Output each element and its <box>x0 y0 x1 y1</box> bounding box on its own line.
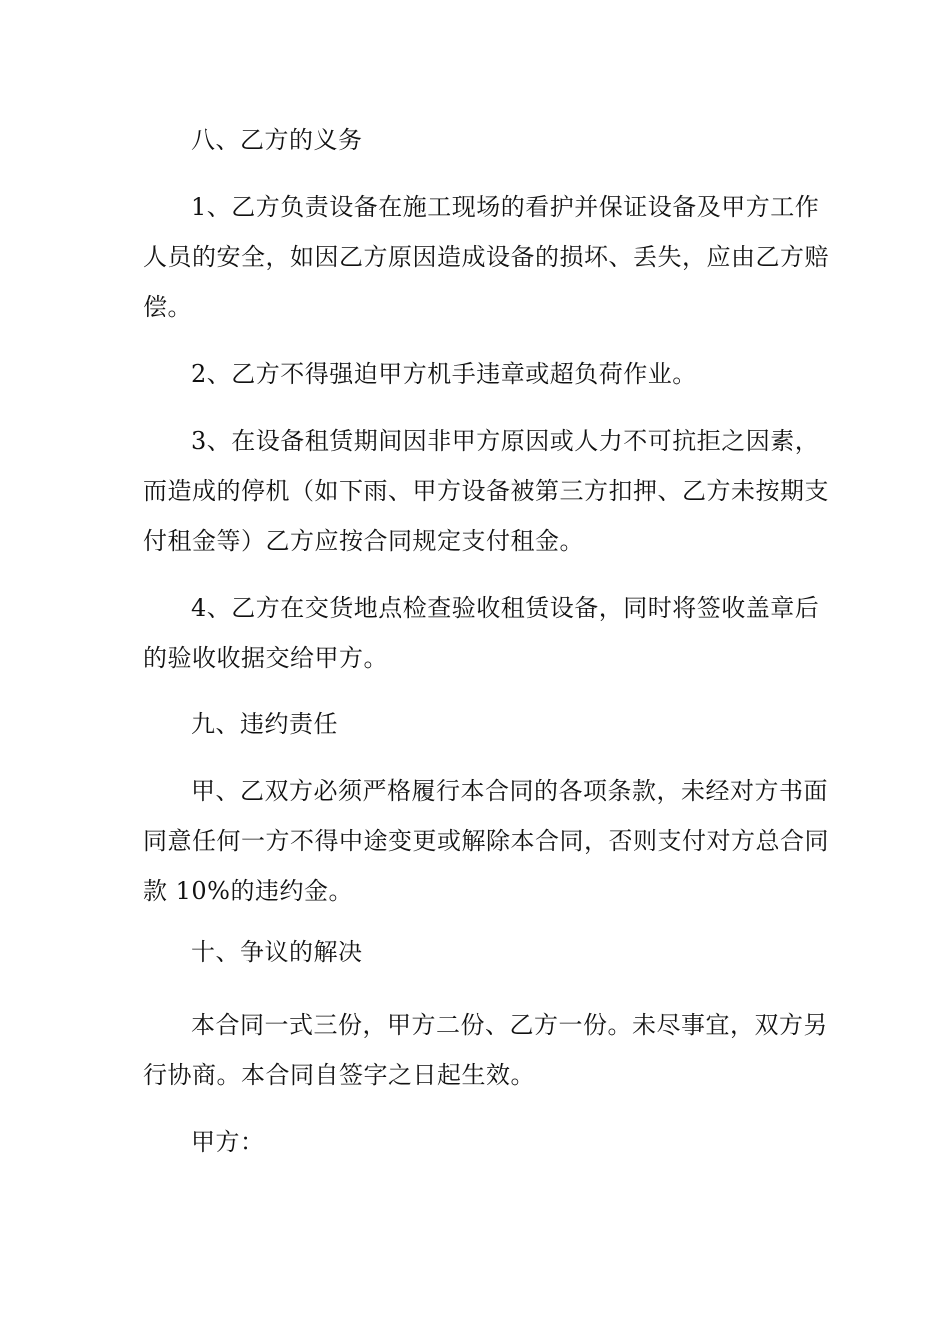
clause-3-line-2: 而造成的停机（如下雨、甲方设备被第三方扣押、乙方未按期支 <box>143 477 829 505</box>
dispute-line-1: 本合同一式三份，甲方二份、乙方一份。未尽事宜，双方另 <box>191 1011 828 1039</box>
clause-1-line-3: 偿。 <box>143 293 192 321</box>
breach-line-3: 款 10%的违约金。 <box>143 877 353 905</box>
clause-1-line-1: 1、乙方负责设备在施工现场的看护并保证设备及甲方工作 <box>191 193 820 221</box>
clause-3-line-1: 3、在设备租赁期间因非甲方原因或人力不可抗拒之因素， <box>191 427 820 455</box>
breach-line-2: 同意任何一方不得中途变更或解除本合同，否则支付对方总合同 <box>143 827 829 855</box>
dispute-line-2: 行协商。本合同自签字之日起生效。 <box>143 1061 535 1089</box>
section-heading-breach: 九、违约责任 <box>191 710 338 738</box>
clause-3-line-3: 付租金等）乙方应按合同规定支付租金。 <box>143 527 584 555</box>
section-heading-dispute: 十、争议的解决 <box>191 938 363 966</box>
clause-2-line-1: 2、乙方不得强迫甲方机手违章或超负荷作业。 <box>191 360 697 388</box>
party-a-signature-label: 甲方： <box>191 1128 265 1156</box>
clause-4-line-2: 的验收收据交给甲方。 <box>143 644 388 672</box>
section-heading-obligations: 八、乙方的义务 <box>191 126 363 154</box>
clause-1-line-2: 人员的安全，如因乙方原因造成设备的损坏、丢失，应由乙方赔 <box>143 243 829 271</box>
clause-4-line-1: 4、乙方在交货地点检查验收租赁设备，同时将签收盖章后 <box>191 594 820 622</box>
breach-line-1: 甲、乙双方必须严格履行本合同的各项条款，未经对方书面 <box>191 777 828 805</box>
